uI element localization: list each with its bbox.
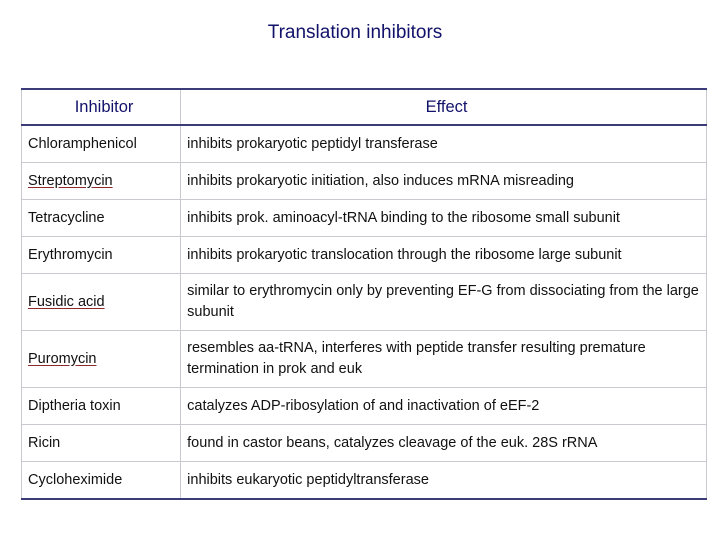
table-row — [22, 331, 707, 388]
column-header-inhibitor: Inhibitor — [22, 89, 181, 125]
effect-cell: inhibits prok. aminoacyl-tRNA binding to the ribosome small subunit — [181, 200, 707, 237]
page-title: Translation inhibitors — [267, 22, 443, 43]
table-row — [22, 237, 707, 274]
inhibitor-link[interactable]: Puromycin — [22, 331, 181, 388]
inhibitors-table — [21, 88, 707, 500]
inhibitor-cell: Tetracycline — [22, 200, 181, 237]
table-header-row — [22, 89, 707, 125]
column-header-effect: Effect — [181, 89, 707, 125]
effect-cell: inhibits prokaryotic peptidyl transferase — [181, 125, 707, 163]
inhibitor-cell: Chloramphenicol — [22, 125, 181, 163]
inhibitor-cell: Diptheria toxin — [22, 388, 181, 425]
effect-cell: inhibits prokaryotic initiation, also induces mRNA misreading — [181, 163, 707, 200]
inhibitor-link[interactable]: Fusidic acid — [22, 274, 181, 331]
table-row — [22, 462, 707, 500]
table-row — [22, 388, 707, 425]
effect-cell: inhibits prokaryotic translocation through the ribosome large subunit — [181, 237, 707, 274]
effect-cell: resembles aa-tRNA, interferes with peptide transfer resulting premature termination in prok and euk — [181, 331, 707, 388]
table-row — [22, 163, 707, 200]
effect-cell: found in castor beans, catalyzes cleavage of the euk. 28S rRNA — [181, 425, 707, 462]
table-row — [22, 125, 707, 163]
inhibitor-cell: Erythromycin — [22, 237, 181, 274]
table-row — [22, 425, 707, 462]
effect-cell: inhibits eukaryotic peptidyltransferase — [181, 462, 707, 500]
effect-cell: similar to erythromycin only by preventing EF-G from dissociating from the large subunit — [181, 274, 707, 331]
inhibitor-cell: Cycloheximide — [22, 462, 181, 500]
effect-cell: catalyzes ADP-ribosylation of and inactivation of eEF-2 — [181, 388, 707, 425]
inhibitor-cell: Ricin — [22, 425, 181, 462]
inhibitor-link[interactable]: Streptomycin — [22, 163, 181, 200]
table-row — [22, 200, 707, 237]
table-row — [22, 274, 707, 331]
